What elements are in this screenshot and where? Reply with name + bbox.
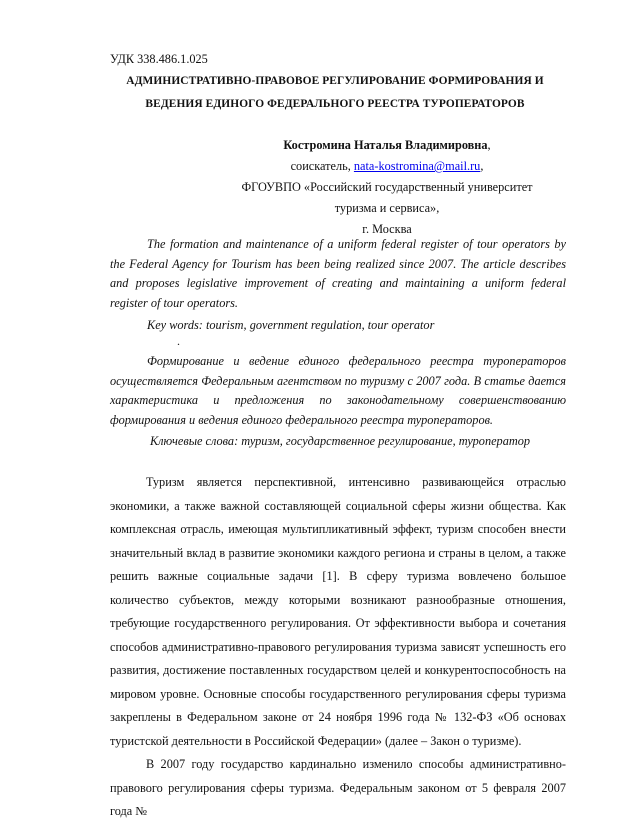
separator-dot: . — [177, 334, 180, 348]
keywords-english: Key words: tourism, government regulation, tour operator — [147, 318, 435, 332]
body-paragraph-1: Туризм является перспективной, интенсивно развивающейся отраслью экономики, а также важной составляющей социальной сферы жизни общества. Как комплексная отрасль, имеющая мультипликативный эффект, туризм способен внести значительный вклад в развитие экономики каждого региона и страны в целом, а также решить важные социальные задачи [1]. В сферу туризма вовлечено большое количество субъектов, между которыми возникают разнообразные отношения, требующие государственного регулирования. От эффективности выбора и сочетания способов административно-правового регулирования туризма зависят успешность его развития, достижение поставленных государством целей и конкурентоспособность на мировом уровне. Основные способы государственного регулирования сферы туризма закреплены в Федеральном законе от 24 ноября 1996 года № 132-ФЗ «Об основах туристской деятельности в Российской Федерации» (далее – Закон о туризме). — [110, 475, 566, 748]
author-name: Костромина Наталья Владимировна — [283, 138, 488, 152]
author-role-line — [220, 156, 554, 177]
author-affiliation: ФГОУВПО «Российский государственный университет туризма и сервиса», — [241, 180, 533, 215]
udc-code: УДК 338.486.1.025 — [110, 52, 208, 66]
author-email-link[interactable]: nata-kostromina@mail.ru — [353, 159, 481, 173]
keywords-russian: Ключевые слова: туризм, государственное регулирование, туроператор — [150, 434, 531, 448]
author-name-suffix: , — [487, 138, 491, 152]
abstract-english-text: The formation and maintenance of a uniform federal register of tour operators by the Federal Agency for Tourism has been being realized since 2007. The article describes and proposes legislative improvement of creating and maintaining a uniform federal register of tour operators. — [110, 237, 566, 310]
abstract-russian — [110, 352, 566, 430]
abstract-english — [110, 235, 566, 313]
body-paragraph-2: В 2007 году государство кардинально изменило способы административно-правового регулирования сферы туризма. Федеральным законом от 5 февраля 2007 года № — [110, 757, 566, 818]
author-role: соискатель, — [290, 159, 354, 173]
article-title: АДМИНИСТРАТИВНО-ПРАВОВОЕ РЕГУЛИРОВАНИЕ ФОРМИРОВАНИЯ И ВЕДЕНИЯ ЕДИНОГО ФЕДЕРАЛЬНОГО РЕЕСТРА ТУРОПЕРАТОРОВ — [126, 75, 544, 110]
abstract-russian-text: Формирование и ведение единого федерального реестра туроператоров осуществляется Федеральным агентством по туризму с 2007 года. В статье дается характеристика и предложения по законодательному совершенствованию формирования и ведения единого федерального реестра туроператоров. — [110, 354, 566, 427]
author-line — [220, 135, 554, 156]
author-city: г. Москва — [362, 222, 412, 236]
article-body — [110, 471, 566, 824]
author-email-suffix: , — [480, 159, 484, 173]
author-block — [220, 135, 554, 240]
